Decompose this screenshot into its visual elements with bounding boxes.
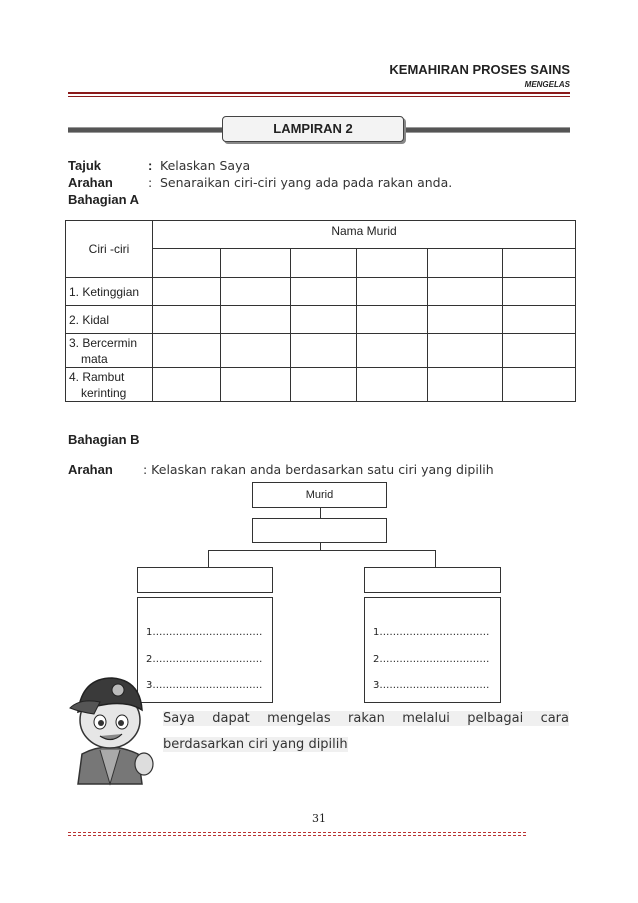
right-group-box[interactable] (364, 567, 501, 593)
row-label (66, 334, 153, 368)
tajuk-value: Kelaskan Saya (160, 158, 251, 173)
table-cell[interactable] (291, 368, 357, 402)
arahan-b-value: : Kelaskan rakan anda berdasarkan satu ciri yang dipilih (143, 462, 494, 477)
table-cell[interactable] (503, 278, 576, 306)
student-name-cell[interactable] (291, 249, 357, 278)
arahan-value: Senaraikan ciri-ciri yang ada pada rakan anda. (160, 175, 453, 190)
table-cell[interactable] (503, 334, 576, 368)
conclusion-word: melalui (402, 711, 450, 726)
conclusion-word: pelbagai (467, 711, 524, 726)
header-title: KEMAHIRAN PROSES SAINS (389, 62, 570, 77)
student-name-cell[interactable] (221, 249, 291, 278)
left-list-item-3: 3…………………………… (146, 680, 263, 691)
table-cell[interactable] (503, 306, 576, 334)
row-label (66, 278, 153, 306)
table-cell[interactable] (153, 334, 221, 368)
table-cell[interactable] (357, 334, 428, 368)
conclusion-word: Saya (163, 711, 195, 726)
table-cell[interactable] (503, 368, 576, 402)
right-list-item-2: 2…………………………… (373, 654, 490, 665)
table-cell[interactable] (357, 306, 428, 334)
student-name-cell[interactable] (357, 249, 428, 278)
table-cell[interactable] (221, 334, 291, 368)
left-group-box[interactable] (137, 567, 273, 593)
table-cell[interactable] (291, 334, 357, 368)
arahan-label: Arahan (68, 175, 113, 190)
lampiran-title: LAMPIRAN 2 (222, 116, 404, 142)
arahan-colon: : (148, 175, 153, 190)
table-cell[interactable] (428, 306, 503, 334)
table-cell[interactable] (221, 368, 291, 402)
row-label (66, 306, 153, 334)
table-row (66, 334, 576, 368)
connector-horizontal (208, 550, 435, 551)
conclusion-word: dapat (212, 711, 250, 726)
student-name-cell[interactable] (503, 249, 576, 278)
table-cell[interactable] (428, 278, 503, 306)
bahagian-b-heading: Bahagian B (68, 432, 140, 447)
student-name-cell[interactable] (153, 249, 221, 278)
table-cell[interactable] (428, 368, 503, 402)
row-label (66, 368, 153, 402)
right-list-item-1: 1…………………………… (373, 627, 490, 638)
tajuk-colon: : (148, 158, 153, 173)
footer-divider (68, 832, 526, 833)
bahagian-a-heading: Bahagian A (68, 192, 140, 207)
root-box-murid: Murid (252, 482, 387, 508)
header-divider (68, 92, 570, 94)
left-list-item-2: 2…………………………… (146, 654, 263, 665)
table-cell[interactable] (428, 334, 503, 368)
conclusion-word: rakan (348, 711, 385, 726)
connector-left (208, 550, 209, 568)
page-number: 31 (312, 812, 326, 825)
table-header-nama-murid: Nama Murid (153, 221, 576, 249)
tajuk-label: Tajuk (68, 158, 101, 173)
table-row (66, 368, 576, 402)
row-label-line1: 4. Rambut (69, 369, 125, 384)
criteria-box[interactable] (252, 518, 387, 543)
connector-right (435, 550, 436, 568)
connector (320, 542, 321, 550)
conclusion-line-2: berdasarkan ciri yang dipilih (163, 737, 348, 752)
conclusion-word: mengelas (267, 711, 331, 726)
footer-divider-2 (68, 835, 526, 836)
table-cell[interactable] (357, 278, 428, 306)
table-cell[interactable] (291, 306, 357, 334)
right-list-item-3: 3…………………………… (373, 680, 490, 691)
characteristics-table (65, 220, 576, 402)
arahan-b-label: Arahan (68, 462, 113, 477)
table-cell[interactable] (153, 278, 221, 306)
row-label-line1: 2. Kidal (69, 312, 110, 327)
header-divider-thin (68, 96, 570, 97)
table-cell[interactable] (357, 368, 428, 402)
row-label-line2: kerinting (81, 385, 127, 400)
table-cell[interactable] (153, 368, 221, 402)
table-cell[interactable] (291, 278, 357, 306)
student-name-cell[interactable] (428, 249, 503, 278)
boboiboy-character-illustration (60, 668, 160, 786)
table-cell[interactable] (221, 306, 291, 334)
conclusion-word: cara (540, 711, 569, 726)
row-label-line1: 1. Ketinggian (69, 284, 140, 299)
header-subtitle: MENGELAS (524, 80, 570, 89)
table-row (66, 306, 576, 334)
table-header-ciri: Ciri -ciri (66, 221, 153, 278)
table-row (66, 278, 576, 306)
table-cell[interactable] (221, 278, 291, 306)
table-cell[interactable] (153, 306, 221, 334)
left-list-item-1: 1…………………………… (146, 627, 263, 638)
row-label-line1: 3. Bercermin (69, 335, 138, 350)
conclusion-line-1 (163, 711, 569, 726)
row-label-line2: mata (81, 351, 108, 366)
